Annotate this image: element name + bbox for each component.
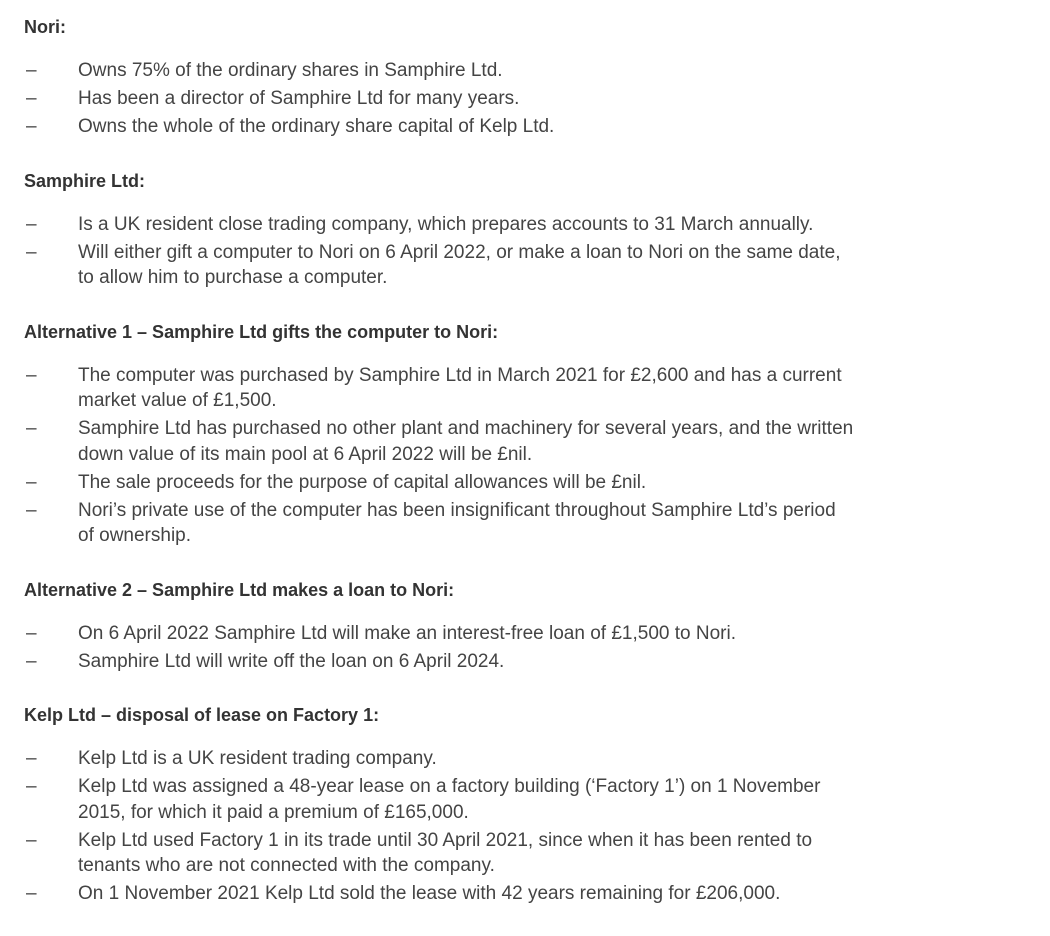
section <box>24 169 1034 291</box>
list-item <box>24 416 1034 467</box>
dash-bullet-icon: – <box>26 829 37 851</box>
list-item <box>24 86 1034 112</box>
list-item <box>24 470 1034 496</box>
list-item-text: Samphire Ltd will write off the loan on 6 April 2024. <box>78 650 505 672</box>
section <box>24 703 1034 907</box>
dash-bullet-icon: – <box>26 471 37 493</box>
list-item <box>24 828 1034 879</box>
dash-bullet-icon: – <box>26 418 37 439</box>
dash-bullet-icon: – <box>26 499 37 521</box>
dash-bullet-icon: – <box>26 88 37 109</box>
list-item-text: of ownership. <box>78 525 192 546</box>
section-heading: Nori: <box>24 17 66 37</box>
dash-bullet-icon: – <box>26 650 37 672</box>
list-item <box>24 621 1034 647</box>
list-item <box>24 774 1034 825</box>
list-item <box>24 363 1034 414</box>
dash-bullet-icon: – <box>26 748 37 769</box>
list-item-text: Nori’s private use of the computer has been insignificant throughout Samphire Ltd’s period <box>78 499 836 521</box>
list-item-text: Samphire Ltd has purchased no other plant and machinery for several years, and the written <box>78 418 854 439</box>
list-item-text: Owns the whole of the ordinary share capital of Kelp Ltd. <box>78 116 555 137</box>
list-item-text: The sale proceeds for the purpose of capital allowances will be £nil. <box>78 471 647 493</box>
list-item-text: Is a UK resident close trading company, which prepares accounts to 31 March annually. <box>78 213 814 235</box>
dash-bullet-icon: – <box>26 776 37 797</box>
list-item <box>24 114 1034 140</box>
dash-bullet-icon: – <box>26 364 37 386</box>
section-heading: Samphire Ltd: <box>24 170 146 191</box>
list-item-text: On 1 November 2021 Kelp Ltd sold the lease with 42 years remaining for £206,000. <box>78 883 781 904</box>
section <box>24 578 1034 675</box>
dash-bullet-icon: – <box>26 116 37 137</box>
list-item-text: market value of £1,500. <box>78 390 277 411</box>
list-item <box>24 240 1034 291</box>
list-item-text: Has been a director of Samphire Ltd for many years. <box>78 88 520 109</box>
list-item-text: down value of its main pool at 6 April 2022 will be £nil. <box>78 443 533 465</box>
dash-bullet-icon: – <box>26 622 37 644</box>
list-item-text: Kelp Ltd was assigned a 48-year lease on a factory building (‘Factory 1’) on 1 November <box>78 776 821 797</box>
list-item <box>24 746 1034 772</box>
list-item-text: Kelp Ltd is a UK resident trading company. <box>78 748 437 769</box>
list-item <box>24 498 1034 549</box>
list-item-text: Kelp Ltd used Factory 1 in its trade until 30 April 2021, since when it has been rented to <box>78 829 813 851</box>
list-item-text: Owns 75% of the ordinary shares in Samphire Ltd. <box>78 60 503 81</box>
section-heading: Kelp Ltd – disposal of lease on Factory 1: <box>24 705 380 725</box>
list-item-text: Will either gift a computer to Nori on 6 April 2022, or make a loan to Nori on the same date, <box>78 241 841 263</box>
dash-bullet-icon: – <box>26 241 37 263</box>
section <box>24 15 1034 140</box>
list-item-text: to allow him to purchase a computer. <box>78 267 388 288</box>
section-heading: Alternative 1 – Samphire Ltd gifts the computer to Nori: <box>24 321 499 342</box>
list-item <box>24 881 1034 907</box>
list-item-text: 2015, for which it paid a premium of £165,000. <box>78 801 469 823</box>
section <box>24 320 1034 549</box>
section-heading: Alternative 2 – Samphire Ltd makes a loan to Nori: <box>24 579 455 600</box>
list-item <box>24 212 1034 238</box>
list-item <box>24 58 1034 84</box>
document-body <box>24 15 1034 936</box>
dash-bullet-icon: – <box>26 213 37 235</box>
list-item-text: The computer was purchased by Samphire Ltd in March 2021 for £2,600 and has a current <box>78 364 842 386</box>
list-item-text: On 6 April 2022 Samphire Ltd will make an interest-free loan of £1,500 to Nori. <box>78 622 736 644</box>
list-item-text: tenants who are not connected with the company. <box>78 855 495 876</box>
dash-bullet-icon: – <box>26 883 37 904</box>
list-item <box>24 649 1034 675</box>
dash-bullet-icon: – <box>26 60 37 81</box>
